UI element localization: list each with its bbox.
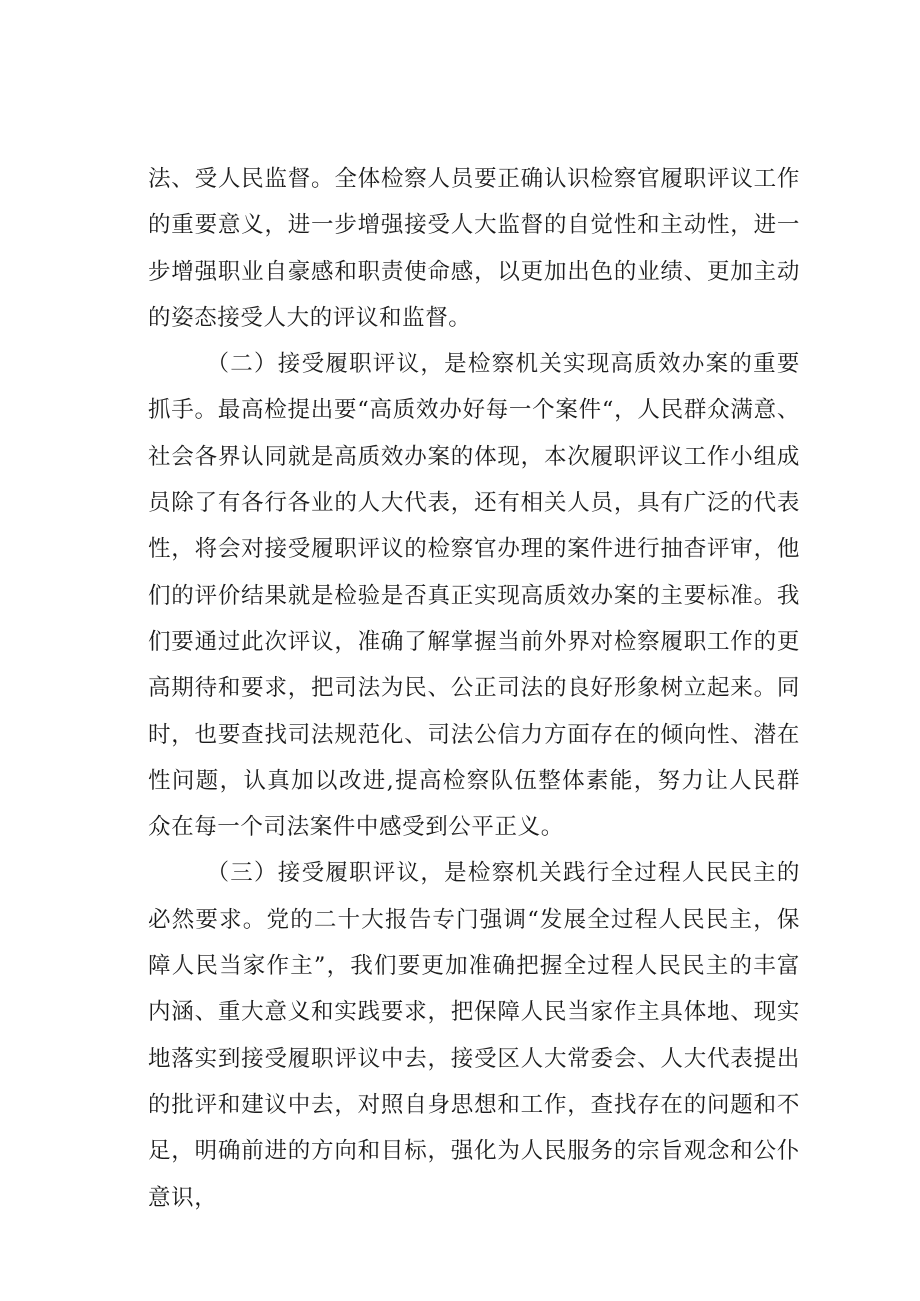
- paragraph-section-three: （三）接受履职评议，是检察机关践行全过程人民民主的必然要求。党的二十大报告专门强调“发展全过程人民民主，保障人民当家作主”，我们要更加准确把握全过程人民民主的丰富内涵、重大意义和实践要求，把保障人民当家作主具体地、现实地落实到接受履职评议中去，接受区人大常委会、人大代表提出的批评和建议中去，对照自身思想和工作，查找存在的问题和不足，明确前进的方向和目标，强化为人民服务的宗旨观念和公仆意识，: [148, 860, 800, 1211]
- paragraph-continuation: 法、受人民监督。全体检察人员要正确认识检察官履职评议工作的重要意义，进一步增强接受人大监督的自觉性和主动性，进一步增强职业自豪感和职责使命感，以更加出色的业绩、更加主动的姿态接受人大的评议和监督。: [148, 166, 800, 331]
- document-body: [148, 156, 800, 1221]
- paragraph-section-two: （二）接受履职评议，是检察机关实现高质效办案的重要抓手。最高检提出要“高质效办好每一个案件“，人民群众满意、社会各界认同就是高质效办案的体现，本次履职评议工作小组成员除了有各行各业的人大代表，还有相关人员，具有广泛的代表性，将会对接受履职评议的检察官办理的案件进行抽杳评审，他们的评价结果就是检验是否真正实现高质效办案的主要标准。我们要通过此次评议，准确了解掌握当前外界对检察履职工作的更高期待和要求，把司法为民、公正司法的良好形象树立起来。同时，也要查找司法规范化、司法公信力方面存在的倾向性、潜在性问题，认真加以改进,提高检察队伍整体素能，努力让人民群众在每一个司法案件中感受到公平正义。: [148, 351, 800, 841]
